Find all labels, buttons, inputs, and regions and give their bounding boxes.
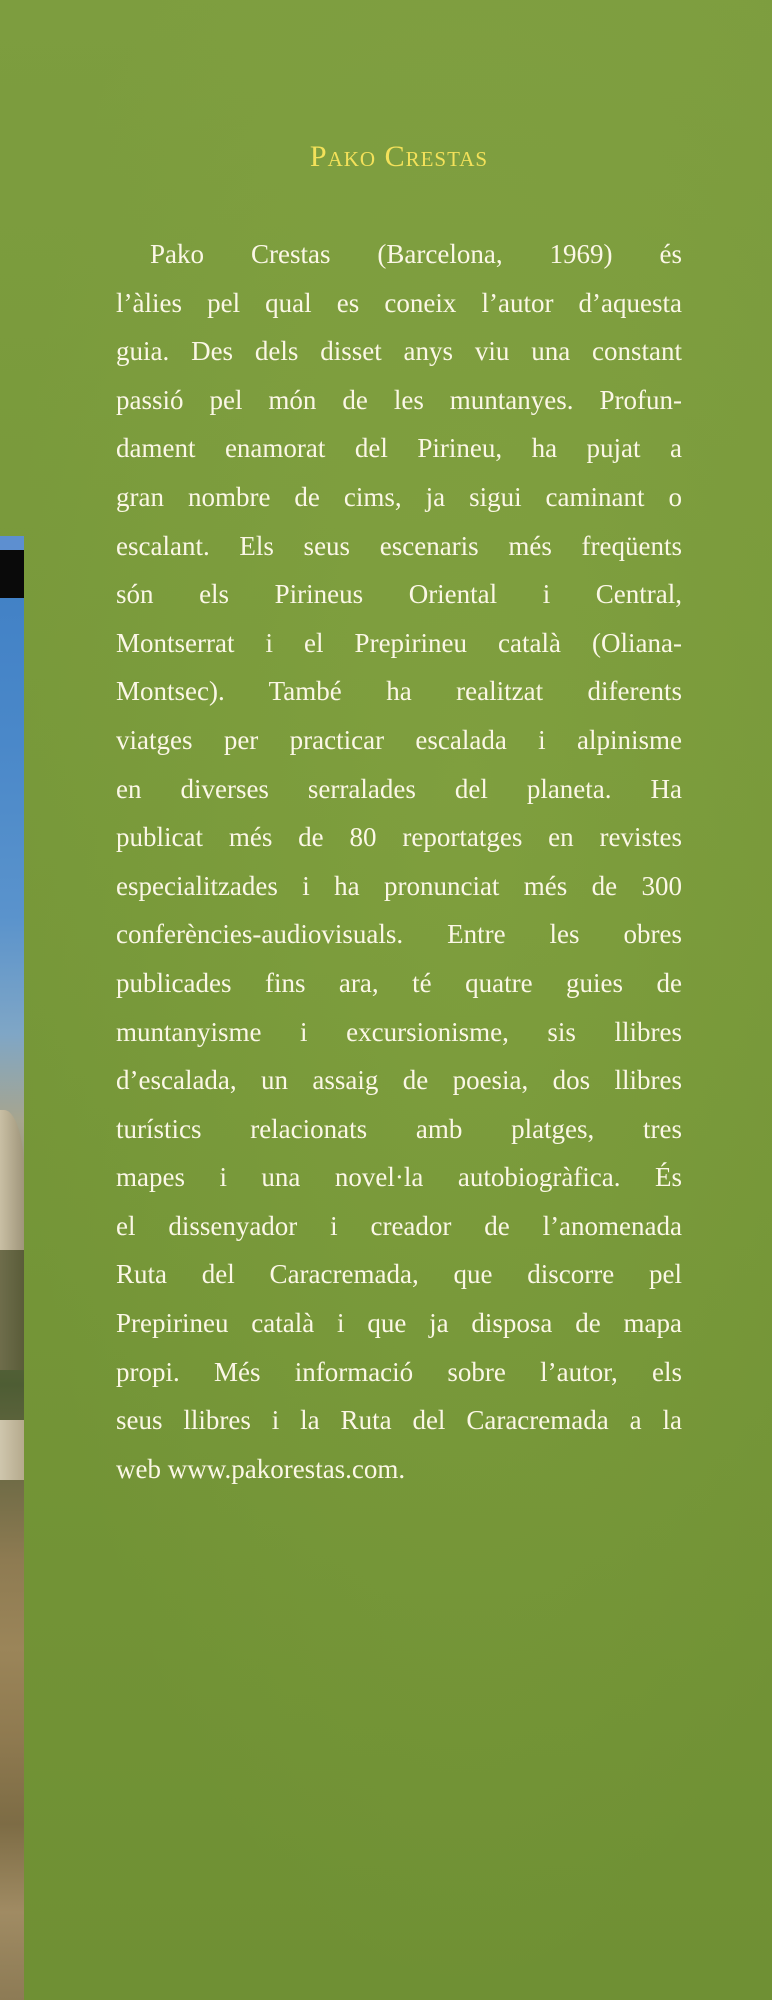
bio-line: turístics relacionats amb platges, tres: [116, 1113, 682, 1144]
bio-line: d’escalada, un assaig de poesia, dos llibres: [116, 1065, 682, 1096]
bio-line: gran nombre de cims, ja sigui caminant o: [116, 481, 682, 512]
bio-line: Montserrat i el Prepirineu català (Oliana-: [116, 627, 682, 658]
bio-line: seus llibres i la Ruta del Caracremada a la: [116, 1405, 682, 1436]
cover-photo-forest: [0, 1250, 24, 1370]
bio-line: l’àlies pel qual es coneix l’autor d’aquesta: [116, 287, 682, 318]
bio-line: Ruta del Caracremada, que discorre pel: [116, 1259, 682, 1290]
bio-line: especialitzades i ha pronunciat més de 300: [116, 870, 682, 901]
author-name-heading: Pako Crestas: [309, 140, 489, 173]
cover-photo-sky: [0, 536, 24, 550]
bio-line: publicat més de 80 reportatges en revistes: [116, 822, 682, 853]
bio-line: muntanyisme i excursionisme, sis llibres: [116, 1016, 682, 1047]
bio-line: conferències-audiovisuals. Entre les obres: [116, 919, 682, 950]
bio-line: publicades fins ara, té quatre guies de: [116, 967, 682, 998]
bio-line: el dissenyador i creador de l’anomenada: [116, 1210, 682, 1241]
bio-line: passió pel món de les muntanyes. Profun-: [116, 384, 682, 415]
bio-line: Pako Crestas (Barcelona, 1969) és: [150, 239, 682, 269]
bio-line: mapes i una novel·la autobiogràfica. És: [116, 1162, 682, 1193]
bio-line: guia. Des dels disset anys viu una constant: [116, 336, 682, 367]
bio-line: escalant. Els seus escenaris més freqüents: [116, 530, 682, 561]
bio-line: web www.pakorestas.com.: [116, 1453, 406, 1484]
bio-line: viatges per practicar escalada i alpinisme: [116, 724, 682, 755]
author-biography: [116, 230, 682, 1493]
bio-line: Prepirineu català i que ja disposa de mapa: [116, 1308, 682, 1339]
bio-line: dament enamorat del Pirineu, ha pujat a: [116, 433, 682, 464]
cover-photo-cliff: [0, 1420, 24, 1480]
bio-line: Montsec). També ha realitzat diferents: [116, 676, 682, 707]
bio-line: en diverses serralades del planeta. Ha: [116, 773, 682, 804]
bio-line: propi. Més informació sobre l’autor, els: [116, 1356, 682, 1387]
bio-line: són els Pirineus Oriental i Central,: [116, 579, 682, 610]
